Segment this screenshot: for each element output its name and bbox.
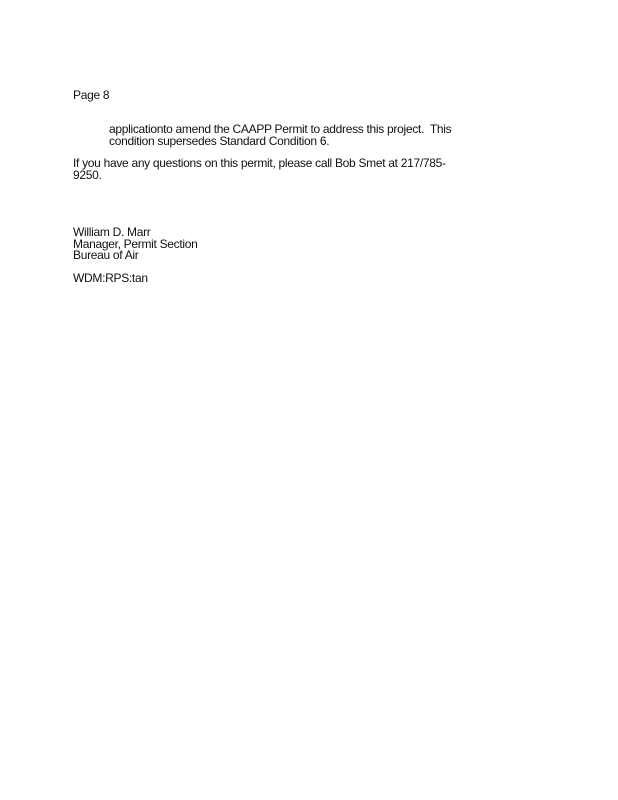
signature-title: Manager, Permit Section (73, 237, 198, 251)
page-number: Page 8 (73, 88, 110, 102)
paragraph-1-line-1: applicationto amend the CAAPP Permit to address this project. This (109, 122, 452, 136)
paragraph-1-line-2: condition supersedes Standard Condition 6. (109, 134, 330, 148)
signature-name: William D. Marr (73, 225, 151, 239)
typist-initials: WDM:RPS:tan (73, 271, 148, 285)
paragraph-2-line-2: 9250. (73, 168, 102, 182)
signature-bureau: Bureau of Air (73, 248, 139, 262)
paragraph-2-line-1: If you have any questions on this permit, please call Bob Smet at 217/785- (73, 156, 446, 170)
